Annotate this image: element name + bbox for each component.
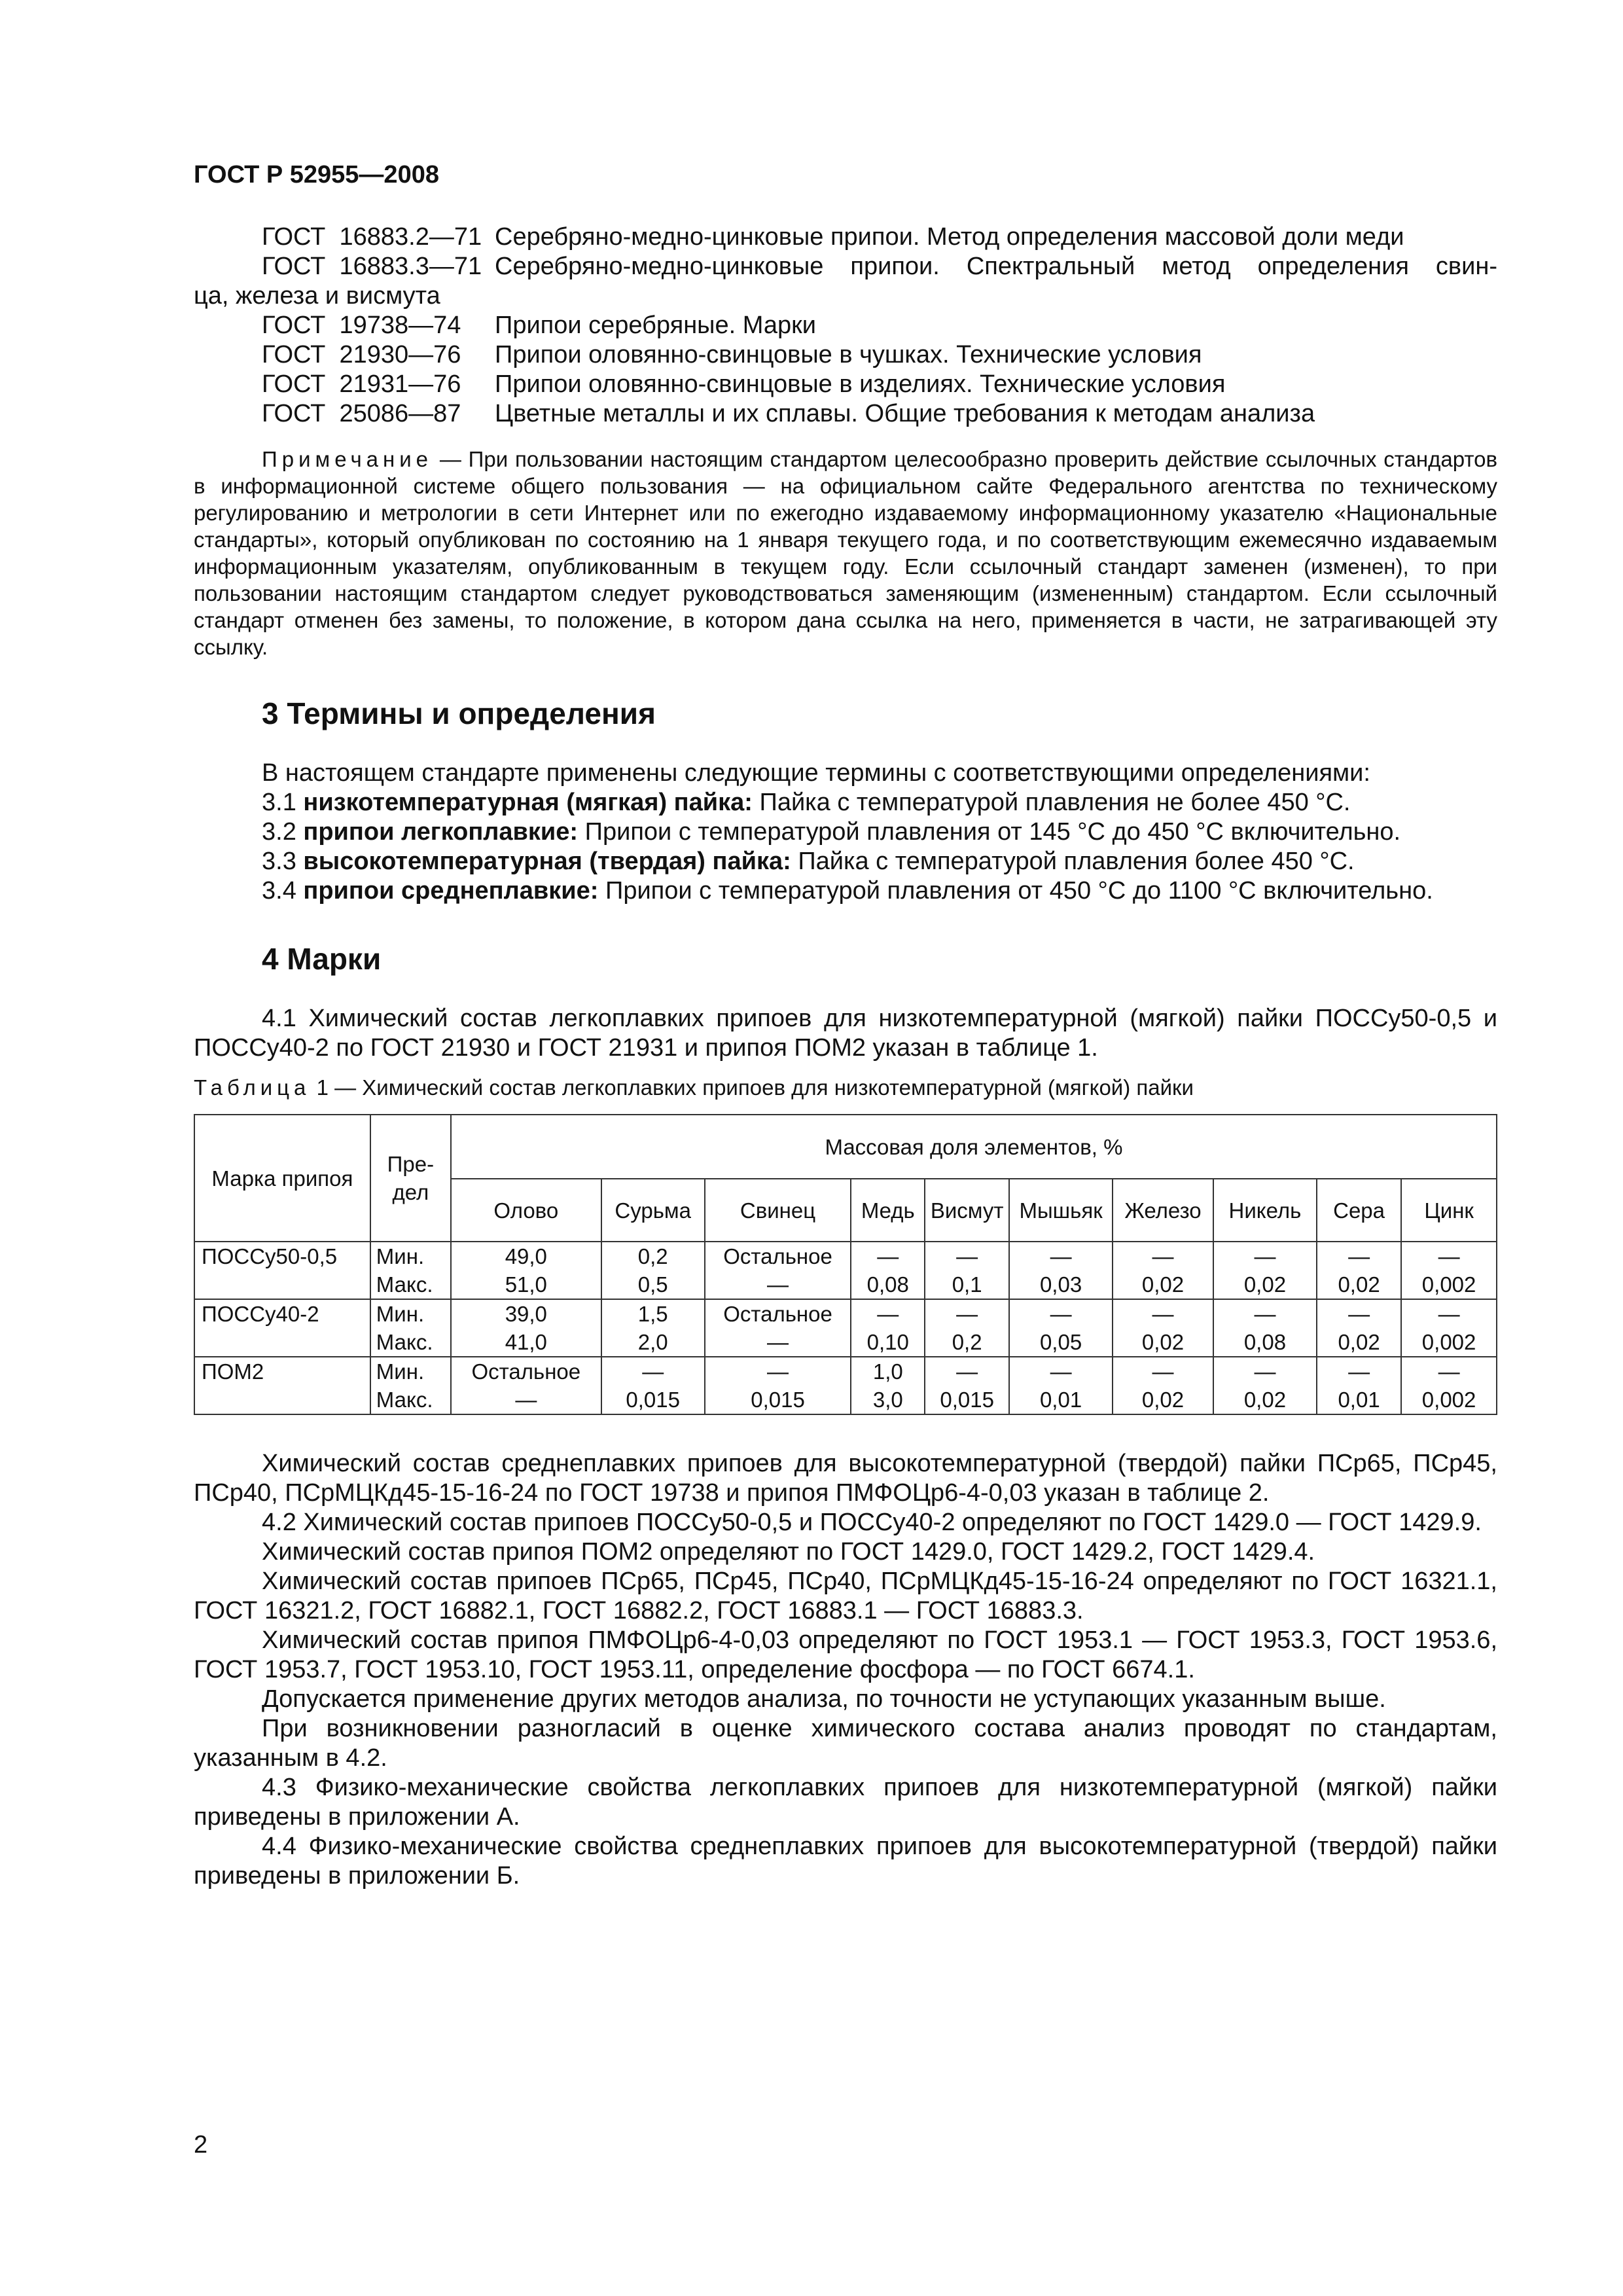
header-element: Железо <box>1113 1179 1213 1242</box>
note-paragraph <box>194 446 1497 660</box>
header-element: Сурьма <box>601 1179 705 1242</box>
value-cell <box>705 1299 851 1357</box>
value-cell <box>1009 1299 1113 1357</box>
term-definition: Припои с температурой плавления от 145 °С до 450 °С включительно. <box>584 818 1401 846</box>
table-caption <box>194 1075 1497 1101</box>
max-value: 0,01 <box>1039 1388 1082 1412</box>
header-limit-line2: дел <box>392 1180 429 1204</box>
limit-max-label: Макс. <box>376 1272 433 1297</box>
min-value: 1,0 <box>872 1359 903 1384</box>
min-value: — <box>1152 1244 1174 1268</box>
solder-brand: ПОМ2 <box>194 1357 370 1414</box>
value-cell <box>1317 1242 1401 1299</box>
paragraph: 4.4 Физико-механические свойства среднеплавких припоев для высокотемпературной (твердой) пайки приведены в приложении Б. <box>194 1833 1497 1890</box>
min-value: — <box>1348 1359 1370 1384</box>
max-value: 0,02 <box>1243 1272 1287 1297</box>
term-item <box>194 876 1497 906</box>
term-definition: Пайка с температурой плавления не более 450 °С. <box>759 789 1351 816</box>
min-value: — <box>1348 1302 1370 1326</box>
paragraph: Химический состав припоя ПМФОЦр6-4-0,03 определяют по ГОСТ 1953.1 — ГОСТ 1953.3, ГОСТ 1953.6, ГОСТ 1953.7, ГОСТ 1953.10, ГОСТ 1953.11, определение фосфора — по ГОСТ 6674.1. <box>194 1626 1497 1683</box>
max-value: 0,02 <box>1141 1272 1185 1297</box>
value-cell <box>1401 1299 1497 1357</box>
max-value: 0,02 <box>1338 1330 1380 1354</box>
limit-min-label: Мин. <box>376 1302 425 1326</box>
max-value: 51,0 <box>505 1272 547 1297</box>
term-number: 3.4 <box>262 877 296 905</box>
term-name: припои легкоплавкие: <box>303 818 579 846</box>
max-value: 0,1 <box>952 1272 982 1297</box>
reference-title-continuation: ца, железа и висмута <box>194 282 440 310</box>
term-definition: Припои с температурой плавления от 450 °С до 1100 °С включительно. <box>605 877 1433 905</box>
min-value: Остальное <box>471 1359 581 1384</box>
limit-min-label: Мин. <box>376 1244 425 1268</box>
reference-code: ГОСТ 21931—76 <box>262 370 461 398</box>
header-brand: Марка припоя <box>194 1115 370 1242</box>
min-value: — <box>1050 1302 1072 1326</box>
value-cell <box>601 1357 705 1414</box>
solder-brand: ПОССу40-2 <box>194 1299 370 1357</box>
max-value: — <box>767 1272 789 1297</box>
value-cell <box>1317 1299 1401 1357</box>
max-value: 0,015 <box>751 1388 805 1412</box>
max-value: 0,015 <box>940 1388 994 1412</box>
max-value: — <box>767 1330 789 1354</box>
term-name: низкотемпературная (мягкая) пайка: <box>303 789 753 816</box>
min-value: — <box>1050 1244 1072 1268</box>
value-cell <box>451 1357 601 1414</box>
max-value: 0,5 <box>637 1272 668 1297</box>
min-value: 39,0 <box>505 1302 547 1326</box>
min-value: — <box>1438 1244 1460 1268</box>
reference-title: Серебряно-медно-цинковые припои. Спектральный метод определения свин- <box>495 253 1497 280</box>
max-value: 0,002 <box>1421 1388 1476 1412</box>
value-cell <box>1213 1357 1317 1414</box>
reference-title: Припои оловянно-свинцовые в чушках. Технические условия <box>495 341 1202 368</box>
header-limit <box>370 1115 451 1242</box>
min-value: — <box>1254 1244 1276 1268</box>
max-value: 0,03 <box>1039 1272 1082 1297</box>
min-value: — <box>956 1244 978 1268</box>
value-cell <box>851 1299 925 1357</box>
max-value: 0,002 <box>1421 1272 1476 1297</box>
term-number: 3.2 <box>262 818 296 846</box>
document-header: ГОСТ Р 52955—2008 <box>194 161 439 188</box>
limit-max-label: Макс. <box>376 1388 433 1412</box>
max-value: 0,2 <box>952 1330 982 1354</box>
max-value: 3,0 <box>872 1388 903 1412</box>
limit-cell <box>370 1357 451 1414</box>
table-caption-text: 1 — Химический состав легкоплавких припоев для низкотемпературной (мягкой) пайки <box>316 1075 1194 1100</box>
header-element: Мышьяк <box>1009 1179 1113 1242</box>
header-element: Олово <box>451 1179 601 1242</box>
min-value: — <box>1348 1244 1370 1268</box>
min-value: 49,0 <box>505 1244 547 1268</box>
value-cell <box>851 1242 925 1299</box>
table-row <box>194 1299 1497 1357</box>
paragraph-4-1: 4.1 Химический состав легкоплавких припоев для низкотемпературной (мягкой) пайки ПОССу50-0,5 и ПОССу40-2 по ГОСТ 21930 и ГОСТ 21931 и припоя ПОМ2 указан в таблице 1. <box>194 1005 1497 1062</box>
value-cell <box>1113 1242 1213 1299</box>
reference-title: Цветные металлы и их сплавы. Общие требования к методам анализа <box>495 400 1315 427</box>
max-value: 2,0 <box>637 1330 668 1354</box>
value-cell <box>1009 1357 1113 1414</box>
max-value: — <box>515 1388 537 1412</box>
value-cell <box>925 1299 1009 1357</box>
reference-item <box>194 223 1497 252</box>
min-value: — <box>1254 1359 1276 1384</box>
paragraph: Допускается применение других методов анализа, по точности не уступающих указанным выше. <box>262 1685 1386 1713</box>
term-item <box>194 847 1497 876</box>
value-cell <box>851 1357 925 1414</box>
value-cell <box>601 1242 705 1299</box>
value-cell <box>451 1242 601 1299</box>
max-value: 0,10 <box>866 1330 909 1354</box>
header-element: Цинк <box>1401 1179 1497 1242</box>
term-item <box>194 788 1497 817</box>
paragraph: Химический состав припоев ПСр65, ПСр45, ПСр40, ПСрМЦКд45-15-16-24 определяют по ГОСТ 16321.1, ГОСТ 16321.2, ГОСТ 16882.1, ГОСТ 16882.2, ГОСТ 16883.1 — ГОСТ 16883.3. <box>194 1568 1497 1624</box>
normative-references <box>194 223 1497 429</box>
header-element: Сера <box>1317 1179 1401 1242</box>
table-row <box>194 1242 1497 1299</box>
reference-code: ГОСТ 19738—74 <box>262 312 461 339</box>
max-value: 0,015 <box>626 1388 680 1412</box>
max-value: 0,02 <box>1141 1388 1185 1412</box>
header-limit-line1: Пре- <box>387 1152 435 1176</box>
page-number: 2 <box>194 2131 208 2159</box>
term-definition: Пайка с температурой плавления более 450 °С. <box>798 848 1355 875</box>
limit-max-label: Макс. <box>376 1330 433 1354</box>
term-number: 3.3 <box>262 848 296 875</box>
reference-title: Припои оловянно-свинцовые в изделиях. Технические условия <box>495 370 1226 398</box>
value-cell <box>1113 1357 1213 1414</box>
limit-min-label: Мин. <box>376 1359 425 1384</box>
section-3-heading: 3 Термины и определения <box>262 696 656 730</box>
min-value: — <box>1254 1302 1276 1326</box>
min-value: — <box>1050 1359 1072 1384</box>
header-element: Никель <box>1213 1179 1317 1242</box>
section-4-heading: 4 Марки <box>262 942 382 976</box>
value-cell <box>1213 1299 1317 1357</box>
min-value: — <box>1438 1359 1460 1384</box>
min-value: — <box>1152 1359 1174 1384</box>
text-after-table <box>194 1449 1497 1891</box>
solder-brand: ПОССу50-0,5 <box>194 1242 370 1299</box>
paragraph: 4.2 Химический состав припоев ПОССу50-0,5 и ПОССу40-2 определяют по ГОСТ 1429.0 — ГОСТ 1429.9. <box>262 1509 1482 1536</box>
reference-item <box>194 340 1497 370</box>
header-mass-fraction: Массовая доля элементов, % <box>451 1115 1497 1179</box>
header-element: Свинец <box>705 1179 851 1242</box>
min-value: — <box>956 1359 978 1384</box>
value-cell <box>925 1357 1009 1414</box>
term-name: припои среднеплавкие: <box>303 877 599 905</box>
max-value: 41,0 <box>505 1330 547 1354</box>
table-caption-label: Таблица <box>194 1075 311 1100</box>
paragraph: Химический состав припоя ПОМ2 определяют по ГОСТ 1429.0, ГОСТ 1429.2, ГОСТ 1429.4. <box>262 1538 1315 1566</box>
min-value: Остальное <box>723 1302 832 1326</box>
section-3-intro: В настоящем стандарте применены следующие термины с соответствующими определениями: <box>262 759 1370 787</box>
value-cell <box>1113 1299 1213 1357</box>
value-cell <box>705 1357 851 1414</box>
value-cell <box>1401 1242 1497 1299</box>
value-cell <box>925 1242 1009 1299</box>
reference-item <box>194 311 1497 340</box>
min-value: — <box>877 1302 899 1326</box>
min-value: 0,2 <box>637 1244 668 1268</box>
value-cell <box>1317 1357 1401 1414</box>
min-value: — <box>1152 1302 1174 1326</box>
table-row <box>194 1357 1497 1414</box>
note-text: — При пользовании настоящим стандартом целесообразно проверить действие ссылочных стандартов в информационной системе общего пользования — на официальном сайте Федерального агентства по техническому регулированию и метрологии в сети Интернет или по ежегодно издаваемому информационному указателю «Национальные стандарты», который опубликован по состоянию на 1 января текущего года, и по соответствующим ежемесячно издаваемым информационным указателям, опубликованным в текущем году. Если ссылочный стандарт заменен (изменен), то при пользовании настоящим стандартом следует руководствоваться заменяющим (измененным) стандартом. Если ссылочный стандарт отменен без замены, то положение, в котором дана ссылка на него, применяется в части, не затрагивающей эту ссылку. <box>194 447 1497 659</box>
paragraph: 4.3 Физико-механические свойства легкоплавких припоев для низкотемпературной (мягкой) пайки приведены в приложении А. <box>194 1774 1497 1831</box>
min-value: — <box>767 1359 789 1384</box>
limit-cell <box>370 1299 451 1357</box>
value-cell <box>1213 1242 1317 1299</box>
min-value: — <box>642 1359 664 1384</box>
reference-title: Припои серебряные. Марки <box>495 312 816 339</box>
reference-title: Серебряно-медно-цинковые припои. Метод определения массовой доли меди <box>495 223 1404 251</box>
reference-item <box>194 252 1497 281</box>
reference-item <box>194 399 1497 429</box>
paragraph: Химический состав среднеплавких припоев для высокотемпературной (твердой) пайки ПСр65, ПСр45, ПСр40, ПСрМЦКд45-15-16-24 по ГОСТ 19738 и припоя ПМФОЦр6-4-0,03 указан в таблице 2. <box>194 1450 1497 1507</box>
term-name: высокотемпературная (твердая) пайка: <box>303 848 791 875</box>
reference-code: ГОСТ 21930—76 <box>262 341 461 368</box>
page-content <box>194 223 1497 1891</box>
max-value: 0,08 <box>1243 1330 1287 1354</box>
value-cell <box>1009 1242 1113 1299</box>
value-cell <box>451 1299 601 1357</box>
min-value: Остальное <box>723 1244 832 1268</box>
composition-table <box>194 1114 1497 1415</box>
value-cell <box>1401 1357 1497 1414</box>
value-cell <box>601 1299 705 1357</box>
header-element: Висмут <box>925 1179 1009 1242</box>
term-item <box>194 817 1497 847</box>
max-value: 0,02 <box>1141 1330 1185 1354</box>
note-label: Примечание <box>262 447 433 471</box>
reference-item <box>194 370 1497 399</box>
min-value: — <box>956 1302 978 1326</box>
max-value: 0,01 <box>1338 1388 1380 1412</box>
reference-code: ГОСТ 16883.2—71 <box>262 223 482 251</box>
min-value: — <box>877 1244 899 1268</box>
term-number: 3.1 <box>262 789 296 816</box>
header-element: Медь <box>851 1179 925 1242</box>
max-value: 0,02 <box>1243 1388 1287 1412</box>
min-value: 1,5 <box>637 1302 668 1326</box>
max-value: 0,002 <box>1421 1330 1476 1354</box>
paragraph: При возникновении разногласий в оценке химического состава анализ проводят по стандартам, указанным в 4.2. <box>194 1715 1497 1772</box>
max-value: 0,02 <box>1338 1272 1380 1297</box>
limit-cell <box>370 1242 451 1299</box>
min-value: — <box>1438 1302 1460 1326</box>
max-value: 0,05 <box>1039 1330 1082 1354</box>
value-cell <box>705 1242 851 1299</box>
reference-code: ГОСТ 25086—87 <box>262 400 461 427</box>
max-value: 0,08 <box>866 1272 909 1297</box>
reference-code: ГОСТ 16883.3—71 <box>262 253 482 280</box>
